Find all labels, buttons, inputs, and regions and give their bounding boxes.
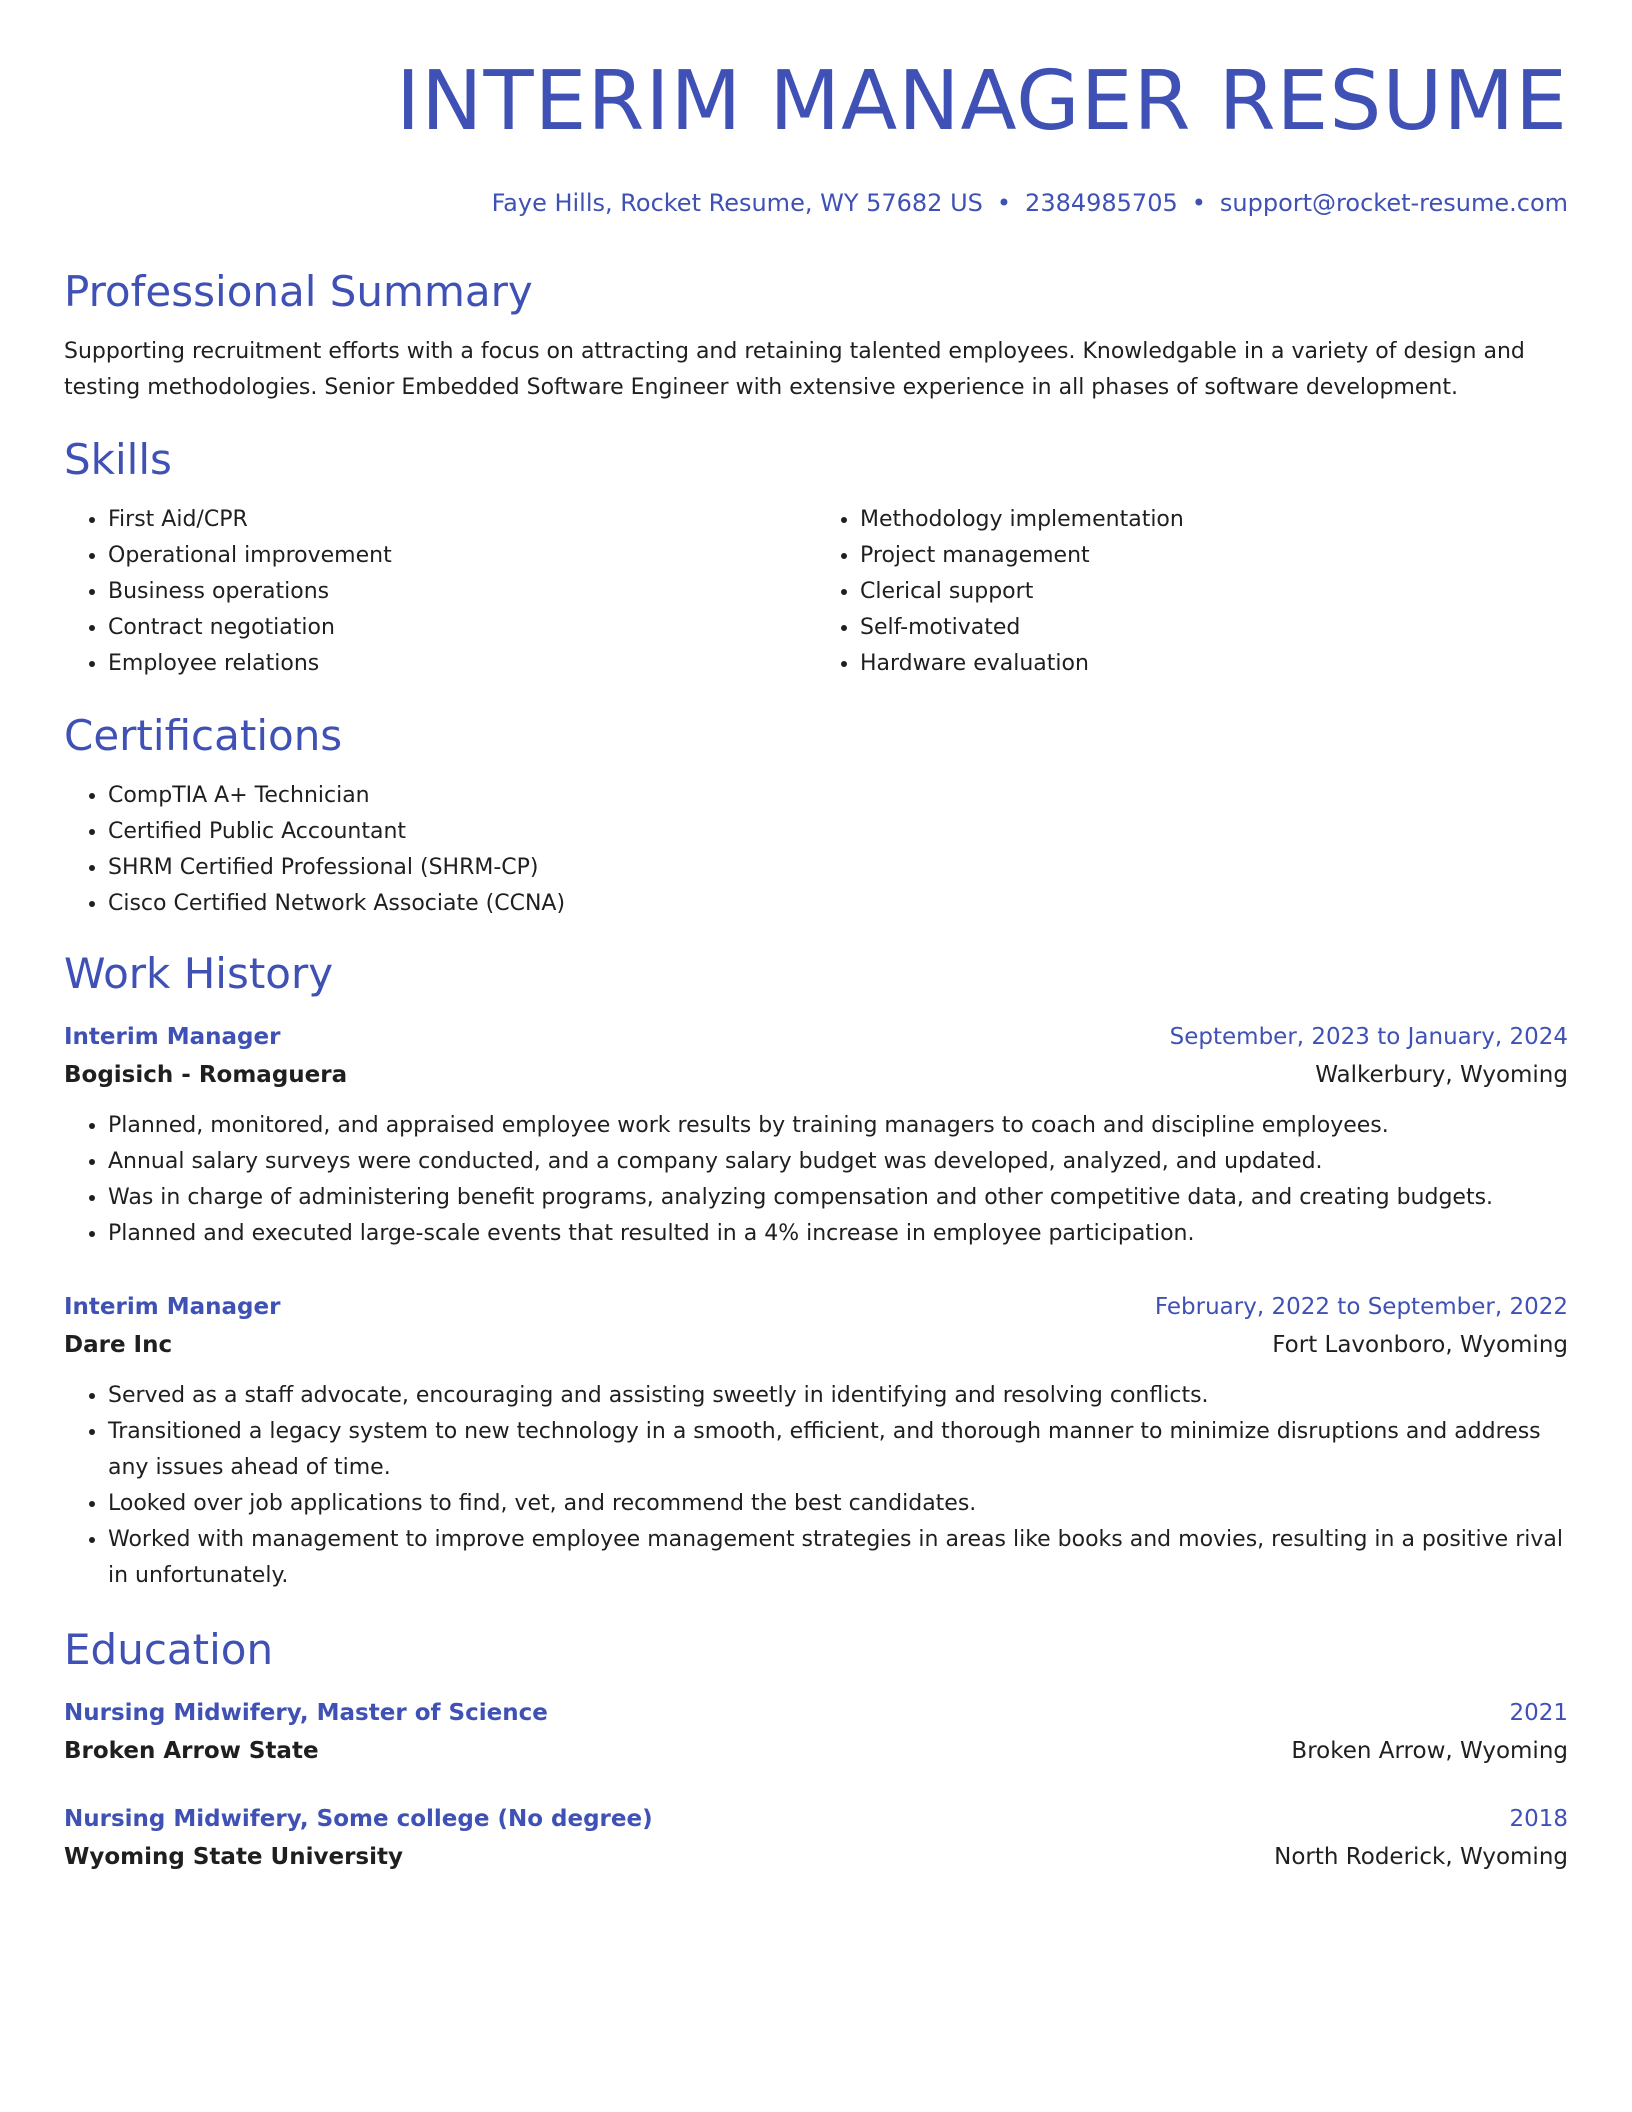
certification-item: • Cisco Certified Network Associate (CCNA): [108, 886, 1568, 922]
skill-item: • Methodology implementation: [860, 502, 1568, 538]
job-bullet: • Annual salary surveys were conducted, and a company salary budget was developed, analyzed, and updated.: [108, 1144, 1568, 1180]
skills-list-right: [816, 502, 1568, 682]
skill-item: • Project management: [860, 538, 1568, 574]
education-school-row: [64, 1838, 1568, 1876]
section-heading-skills: Skills: [64, 435, 172, 484]
skill-item: • Operational improvement: [108, 538, 816, 574]
education-school-row: [64, 1732, 1568, 1770]
job-bullets: [64, 1108, 1568, 1252]
skill-item: • Employee relations: [108, 646, 816, 682]
job-company-row: [64, 1326, 1568, 1364]
education-degree-row: [64, 1694, 1568, 1732]
education-year: 2018: [1509, 1806, 1568, 1832]
skill-item: • Hardware evaluation: [860, 646, 1568, 682]
certification-item: • Certified Public Accountant: [108, 814, 1568, 850]
job-role: Interim Manager: [64, 1294, 281, 1320]
education-location: Broken Arrow, Wyoming: [1291, 1738, 1568, 1764]
skill-item: • Business operations: [108, 574, 816, 610]
contact-phone: 2384985705: [1025, 189, 1178, 217]
job-bullet: • Served as a staff advocate, encouraging and assisting sweetly in identifying and resolving conflicts.: [108, 1378, 1568, 1414]
job-title-row: [64, 1018, 1568, 1056]
job-bullet: • Worked with management to improve employee management strategies in areas like books and movies, resulting in a positive rival in unfortunately.: [108, 1522, 1568, 1594]
contact-line: [64, 188, 1568, 218]
job-bullet: • Planned and executed large-scale events that resulted in a 4% increase in employee participation.: [108, 1216, 1568, 1252]
skill-item: • Clerical support: [860, 574, 1568, 610]
resume-title: INTERIM MANAGER RESUME: [395, 54, 1568, 149]
job-bullets: [64, 1378, 1568, 1594]
contact-email[interactable]: support@rocket-resume.com: [1219, 189, 1568, 217]
education-entry: [64, 1694, 1568, 1770]
section-heading-education: Education: [64, 1625, 274, 1674]
contact-address: Faye Hills, Rocket Resume, WY 57682 US: [491, 189, 983, 217]
education-school: Broken Arrow State: [64, 1738, 319, 1764]
job-location: Fort Lavonboro, Wyoming: [1272, 1332, 1568, 1358]
education-location: North Roderick, Wyoming: [1274, 1844, 1568, 1870]
education-degree: Nursing Midwifery, Some college (No degree): [64, 1806, 653, 1832]
skills-grid: [64, 502, 1568, 682]
job-bullet: • Planned, monitored, and appraised employee work results by training managers to coach and discipline employees.: [108, 1108, 1568, 1144]
education-school: Wyoming State University: [64, 1844, 403, 1870]
job-location: Walkerbury, Wyoming: [1315, 1062, 1568, 1088]
skill-item: • Contract negotiation: [108, 610, 816, 646]
education-degree: Nursing Midwifery, Master of Science: [64, 1700, 548, 1726]
skills-list-left: [64, 502, 816, 682]
education-degree-row: [64, 1800, 1568, 1838]
job-company-row: [64, 1056, 1568, 1094]
summary-text: Supporting recruitment efforts with a focus on attracting and retaining talented employees. Knowledgable in a variety of design and testing methodologies. Senior Embedded Software Engineer with extensive experience in all phases of software development.: [64, 339, 1525, 400]
job-role: Interim Manager: [64, 1024, 281, 1050]
job-dates: September, 2023 to January, 2024: [1169, 1024, 1568, 1050]
contact-separator: •: [1191, 189, 1206, 217]
job-bullet: • Looked over job applications to find, vet, and recommend the best candidates.: [108, 1486, 1568, 1522]
skill-item: • First Aid/CPR: [108, 502, 816, 538]
job-bullet: • Transitioned a legacy system to new technology in a smooth, efficient, and thorough manner to minimize disruptions and address any issues ahead of time.: [108, 1414, 1568, 1486]
education-year: 2021: [1509, 1700, 1568, 1726]
section-heading-certifications: Certifications: [64, 711, 343, 760]
contact-separator: •: [996, 189, 1012, 217]
job-company: Dare Inc: [64, 1332, 173, 1358]
job-company: Bogisich - Romaguera: [64, 1062, 348, 1088]
certifications-list: [64, 778, 1568, 922]
job-entry: [64, 1018, 1568, 1252]
section-heading-work-history: Work History: [64, 949, 334, 998]
skill-item: • Self-motivated: [860, 610, 1568, 646]
certification-item: • SHRM Certified Professional (SHRM-CP): [108, 850, 1568, 886]
job-entry: [64, 1288, 1568, 1594]
job-dates: February, 2022 to September, 2022: [1154, 1294, 1568, 1320]
job-title-row: [64, 1288, 1568, 1326]
education-entry: [64, 1800, 1568, 1876]
job-bullet: • Was in charge of administering benefit programs, analyzing compensation and other competitive data, and creating budgets.: [108, 1180, 1568, 1216]
certification-item: • CompTIA A+ Technician: [108, 778, 1568, 814]
section-heading-summary: Professional Summary: [64, 267, 533, 316]
